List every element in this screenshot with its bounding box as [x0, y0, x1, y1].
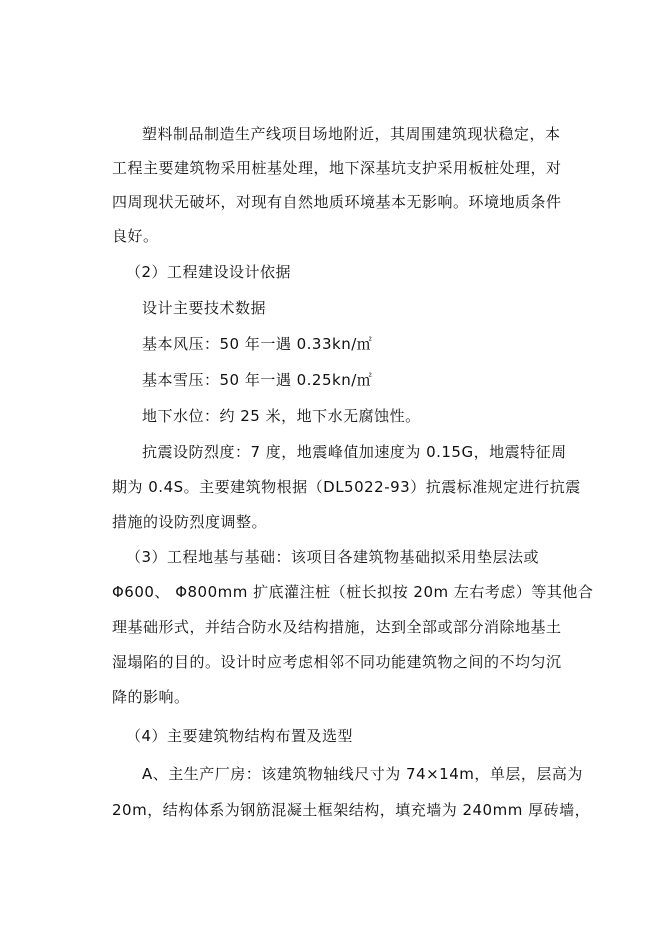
snow-pressure-line: 基本雪压：50 年一遇 0.25kn/㎡ [142, 371, 373, 389]
seismic-line-1: 抗震设防烈度：7 度，地震峰值加速度为 0.15G，地震特征周 [142, 443, 567, 461]
seismic-line-2: 期为 0.4S。主要建筑物根据（DL5022-93）抗震标准规定进行抗震 [112, 478, 581, 496]
wind-pressure-line: 基本风压：50 年一遇 0.33kn/㎡ [142, 335, 373, 353]
section-3-line-2: Φ600、 Φ800mm 扩底灌注桩（桩长拟按 20m 左右考虑）等其他合 [112, 583, 594, 601]
section-4-a-line-2: 20m，结构体系为钢筋混凝土框架结构，填充墙为 240mm 厚砖墙， [112, 801, 591, 819]
section-4-a-line-1: A、主生产厂房：该建筑物轴线尺寸为 74×14m，单层，层高为 [142, 765, 583, 783]
paragraph-1-line-4: 良好。 [112, 227, 159, 245]
paragraph-1-line-1: 塑料制品制造生产线项目场地附近，其周围建筑现状稳定，本 [142, 125, 561, 143]
section-4-heading: （4）主要建筑物结构布置及选型 [126, 727, 354, 745]
design-data-heading: 设计主要技术数据 [142, 299, 267, 317]
groundwater-line: 地下水位：约 25 米，地下水无腐蚀性。 [142, 407, 421, 425]
section-3-line-4: 湿塌陷的目的。设计时应考虑相邻不同功能建筑物之间的不均匀沉 [112, 653, 562, 671]
section-3-line-1: （3）工程地基与基础：该项目各建筑物基础拟采用垫层法或 [126, 548, 540, 566]
section-3-line-3: 理基础形式，并结合防水及结构措施，达到全部或部分消除地基土 [112, 618, 562, 636]
paragraph-1-line-2: 工程主要建筑物采用桩基处理，地下深基坑支护采用板桩处理，对 [112, 159, 562, 177]
section-3-line-5: 降的影响。 [112, 688, 190, 706]
seismic-line-3: 措施的设防烈度调整。 [112, 513, 268, 531]
section-2-heading: （2）工程建设设计依据 [126, 263, 292, 281]
paragraph-1-line-3: 四周现状无破坏，对现有自然地质环境基本无影响。环境地质条件 [112, 193, 562, 211]
